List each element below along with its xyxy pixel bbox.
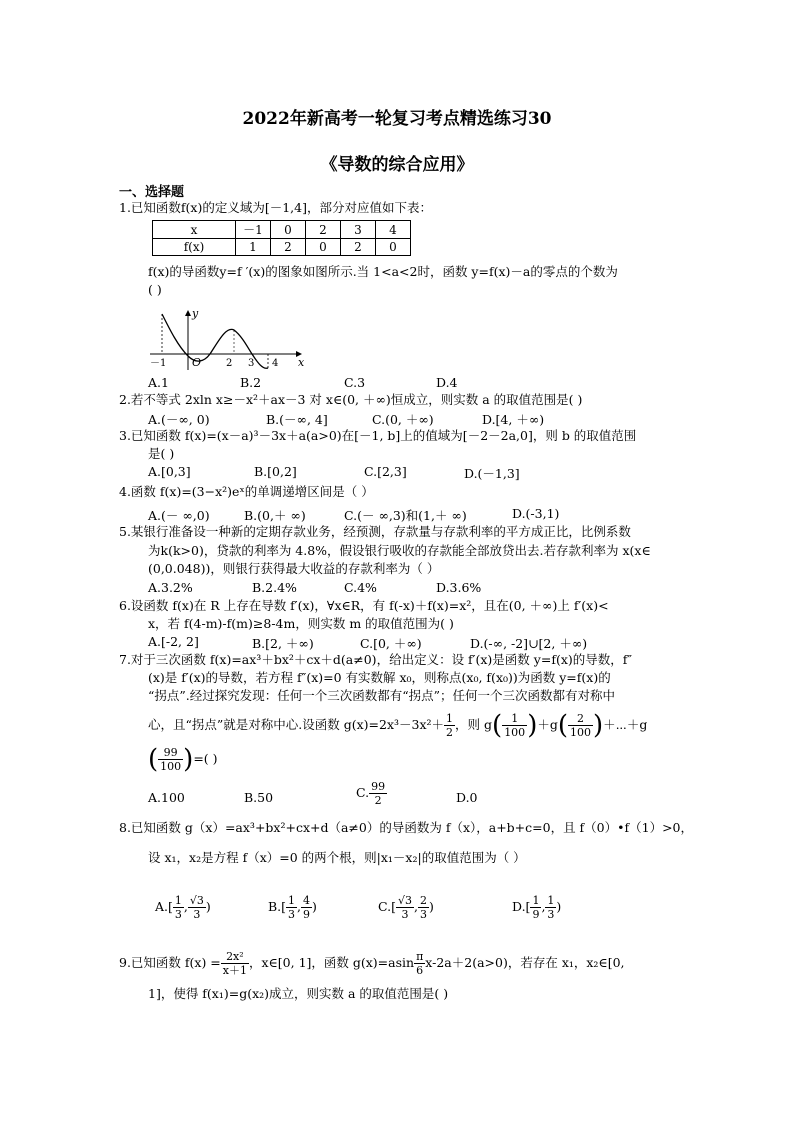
fraction <box>545 894 556 921</box>
option-label: D.[ <box>512 899 531 914</box>
q8-option-a: A.[ $\frac{1}{3}$ , $\frac{√3}{3}$ ) <box>155 894 211 921</box>
table-row <box>153 239 411 256</box>
q4-option-b: B.(0,＋ ∞) <box>244 508 306 523</box>
q4-option-a: A.(－ ∞,0) <box>148 508 210 523</box>
q1-bracket: ( ) <box>148 282 162 297</box>
numerator: 99 <box>371 780 386 793</box>
fraction <box>418 894 429 921</box>
table-cell: 4 <box>376 221 411 239</box>
table-cell: 2 <box>271 239 306 256</box>
fraction-half <box>444 712 455 739</box>
denominator: 2 <box>446 726 454 739</box>
q9-text-a: 9.已知函数 f(x) = <box>119 955 221 970</box>
q1-text: f(x)的导函数y=f ′(x)的图象如图所示.当 1<a<2时，函数 y=f(x)－a的零点的个数为 <box>148 264 618 279</box>
table-cell: 2 <box>341 239 376 256</box>
tick-label: 4 <box>272 358 279 369</box>
fraction-99-2 <box>369 780 387 807</box>
numerator: √3 <box>397 894 412 907</box>
tick-label: 2 <box>226 358 233 369</box>
q1-option-c: C.3 <box>344 375 366 390</box>
denominator: 9 <box>303 908 311 921</box>
option-label: C.[ <box>378 899 396 914</box>
q2-stem: 2.若不等式 2xln x≥－x²＋ax－3 对 x∈(0, ＋∞)恒成立，则实数 a 的取值范围是( ) <box>119 392 583 407</box>
denominator: 3 <box>547 908 555 921</box>
denominator: 3 <box>193 908 201 921</box>
fraction <box>173 894 184 921</box>
q5-option-a: A.3.2% <box>148 580 193 595</box>
tick-label: －1 <box>150 358 167 369</box>
q3-option-d: D.(－1,3] <box>464 466 520 481</box>
option-end: ) <box>205 899 211 914</box>
q4-option-c: C.(－ ∞,3)和(1,＋ ∞) <box>344 508 467 523</box>
q8-line-1: 8.已知函数 g（x）=ax³+bx²+cx+d（a≠0）的导函数为 f（x），a+b+c=0，且 f（0）•f（1）>0， <box>119 820 694 835</box>
numerator: 2 <box>419 894 427 907</box>
denominator: x＋1 <box>222 964 247 977</box>
q6-line-2: x，若 f(4-m)-f(m)≥8-4m，则实数 m 的取值范围为( ) <box>148 616 454 631</box>
fraction <box>301 894 312 921</box>
q7-line-1: 7.对于三次函数 f(x)=ax³＋bx²＋cx＋d(a≠0)，给出定义：设 f′(x)是函数 y=f(x)的导数，f″ <box>119 652 633 667</box>
q3-stem: 3.已知函数 f(x)=(x－a)³－3x＋a(a>0)在[－1, b]上的值域为[－2－2a,0]，则 b 的取值范围 <box>119 428 637 443</box>
fraction <box>396 894 414 921</box>
tick-label: 3 <box>248 358 255 369</box>
option-label: A.[ <box>155 899 173 914</box>
option-label: B.[ <box>268 899 287 914</box>
table-cell: －1 <box>236 221 271 239</box>
q7-option-b: B.50 <box>244 790 274 805</box>
denominator: 100 <box>160 760 182 773</box>
q8-option-b: B.[ $\frac{1}{3}$ , $\frac{4}{9}$ ) <box>268 894 317 921</box>
denominator: 3 <box>288 908 296 921</box>
numerator: 99 <box>158 746 183 760</box>
denominator: 3 <box>419 908 427 921</box>
q7-option-c <box>356 778 387 808</box>
value-table <box>152 220 411 256</box>
q5-line-1: 5.某银行准备设一种新的定期存款业务，经预测，存款量与存款利率的平方成正比，比例系数 <box>119 524 631 539</box>
q6-option-b: B.[2, ＋∞) <box>252 636 314 651</box>
q8-line-2: 设 x₁，x₂是方程 f（x）=0 的两个根，则|x₁－x₂|的取值范围为（ ） <box>148 850 526 865</box>
denominator: 9 <box>532 908 540 921</box>
numerator: 2x² <box>221 950 249 964</box>
q5-line-3: (0,0.048))，则银行获得最大收益的存款利率为（ ） <box>148 561 440 576</box>
section-heading: 一、选择题 <box>119 185 185 200</box>
q5-option-d: D.3.6% <box>436 580 482 595</box>
q7-option-a: A.100 <box>148 790 185 805</box>
q6-option-a: A.[-2, 2] <box>148 634 199 649</box>
q2-option-a: A.(－∞, 0) <box>148 412 210 427</box>
table-cell: 0 <box>306 239 341 256</box>
q9-text-b: ，x∈[0, 1]，函数 g(x)=asin <box>248 955 415 970</box>
fraction-1-100 <box>502 712 527 739</box>
q9-text-c: x-2a＋2(a>0)，若存在 x₁，x₂∈[0, <box>425 955 625 970</box>
q6-option-c: C.[0, ＋∞) <box>360 636 422 651</box>
q7-option-c-label: C. <box>356 785 370 800</box>
q3-option-b: B.[0,2] <box>254 464 297 479</box>
origin-label: O <box>192 356 202 369</box>
denominator: 3 <box>174 908 182 921</box>
q3-option-a: A.[0,3] <box>148 464 191 479</box>
q8-option-d: D.[ $\frac{1}{9}$ , $\frac{1}{3}$ ) <box>512 894 562 921</box>
q7-option-d: D.0 <box>456 790 478 805</box>
fraction <box>286 894 297 921</box>
q5-line-2: 为k(k>0)，贷款的利率为 4.8%，假设银行吸收的存款能全部放贷出去.若存款利率为 x(x∈ <box>148 543 651 558</box>
option-end: ) <box>428 899 434 914</box>
x-label: x <box>298 356 305 369</box>
numerator: π <box>416 950 424 963</box>
table-cell: 0 <box>271 221 306 239</box>
derivative-graph <box>148 308 308 374</box>
q7-text-d: ＋⋯＋g <box>603 717 648 732</box>
fraction-99-100 <box>158 746 183 773</box>
q4-option-d: D.(-3,1) <box>512 506 560 521</box>
q9-line-1 <box>119 946 625 980</box>
fraction-pi <box>414 950 425 977</box>
q7-text-e: =( ) <box>193 751 218 766</box>
numerator: 1 <box>174 894 182 907</box>
page-subtitle: 《导数的综合应用》 <box>320 155 474 175</box>
q7-line-2: (x)是 f′(x)的导数，若方程 f″(x)=0 有实数解 x₀，则称点(x₀, f(x₀))为函数 y=f(x)的 <box>148 670 611 685</box>
fraction <box>530 894 541 921</box>
table-cell: x <box>153 221 236 239</box>
numerator: 4 <box>303 894 311 907</box>
table-cell: 1 <box>236 239 271 256</box>
q7-text-a: 心，且“拐点”就是对称中心.设函数 g(x)=2x³－3x²＋ <box>148 717 445 732</box>
table-cell: 3 <box>341 221 376 239</box>
option-end: ) <box>556 899 562 914</box>
q1-option-a: A.1 <box>148 375 169 390</box>
q5-option-b: B.2.4% <box>252 580 297 595</box>
q3-stem-2: 是( ) <box>148 446 175 461</box>
fraction-2-100 <box>568 712 593 739</box>
q1-option-d: D.4 <box>436 375 458 390</box>
denominator: 100 <box>570 726 592 739</box>
y-label: y <box>192 308 199 320</box>
denominator: 3 <box>401 908 409 921</box>
numerator: 1 <box>532 894 540 907</box>
page-title: 2022年新高考一轮复习考点精选练习30 <box>242 109 552 129</box>
numerator: 1 <box>288 894 296 907</box>
denominator: 100 <box>504 726 526 739</box>
q7-line-4: 心，且“拐点”就是对称中心.设函数 g(x)=2x³－3x²＋ $\frac{1}{2}$ ，则 g( $\frac{1}{100}$ )＋g( $\frac{2}{100}$ )＋⋯＋g <box>148 710 648 741</box>
table-cell: 2 <box>306 221 341 239</box>
numerator: 1 <box>502 712 527 726</box>
q7-text-b: ，则 g <box>455 717 493 732</box>
q8-option-c: C.[ $\frac{√3}{3}$ , $\frac{2}{3}$ ) <box>378 894 434 921</box>
q7-line-3: “拐点”.经过探究发现：任何一个三次函数都有“拐点”；任何一个三次函数都有对称中 <box>148 688 616 703</box>
table-cell: f(x) <box>153 239 236 256</box>
q7-text-c: ＋g <box>537 717 558 732</box>
q6-line-1: 6.设函数 f(x)在 R 上存在导数 f′(x)，∀x∈R，有 f(-x)＋f(x)=x²，且在(0, ＋∞)上 f′(x)< <box>119 598 609 613</box>
numerator: √3 <box>189 894 204 907</box>
q1-stem: 1.已知函数f(x)的定义域为[－1,4]，部分对应值如下表： <box>119 200 432 215</box>
numerator: 1 <box>547 894 555 907</box>
q2-option-d: D.[4, ＋∞) <box>482 412 545 427</box>
denominator: 2 <box>374 794 382 807</box>
table-cell: 0 <box>376 239 411 256</box>
q4-stem: 4.函数 f(x)=(3−x²)eˣ的单调递增区间是（ ） <box>119 484 374 499</box>
q9-line-2: 1]，使得 f(x₁)=g(x₂)成立，则实数 a 的取值范围是( ) <box>148 986 449 1001</box>
q5-option-c: C.4% <box>344 580 377 595</box>
table-row <box>153 221 411 239</box>
denominator: 6 <box>416 964 424 977</box>
q6-option-d: D.(-∞, -2]∪[2, ＋∞) <box>470 636 588 651</box>
q2-option-c: C.(0, ＋∞) <box>372 412 434 427</box>
q7-line-5: ( $\frac{99}{100}$ )=( ) <box>148 744 218 775</box>
numerator: 2 <box>568 712 593 726</box>
q1-option-b: B.2 <box>240 375 262 390</box>
numerator: 1 <box>446 712 454 725</box>
y-axis-arrow <box>185 310 191 316</box>
fraction <box>188 894 206 921</box>
fraction-f <box>221 950 249 977</box>
q3-option-c: C.[2,3] <box>364 464 407 479</box>
option-end: ) <box>312 899 317 914</box>
q2-option-b: B.(－∞, 4] <box>266 412 328 427</box>
